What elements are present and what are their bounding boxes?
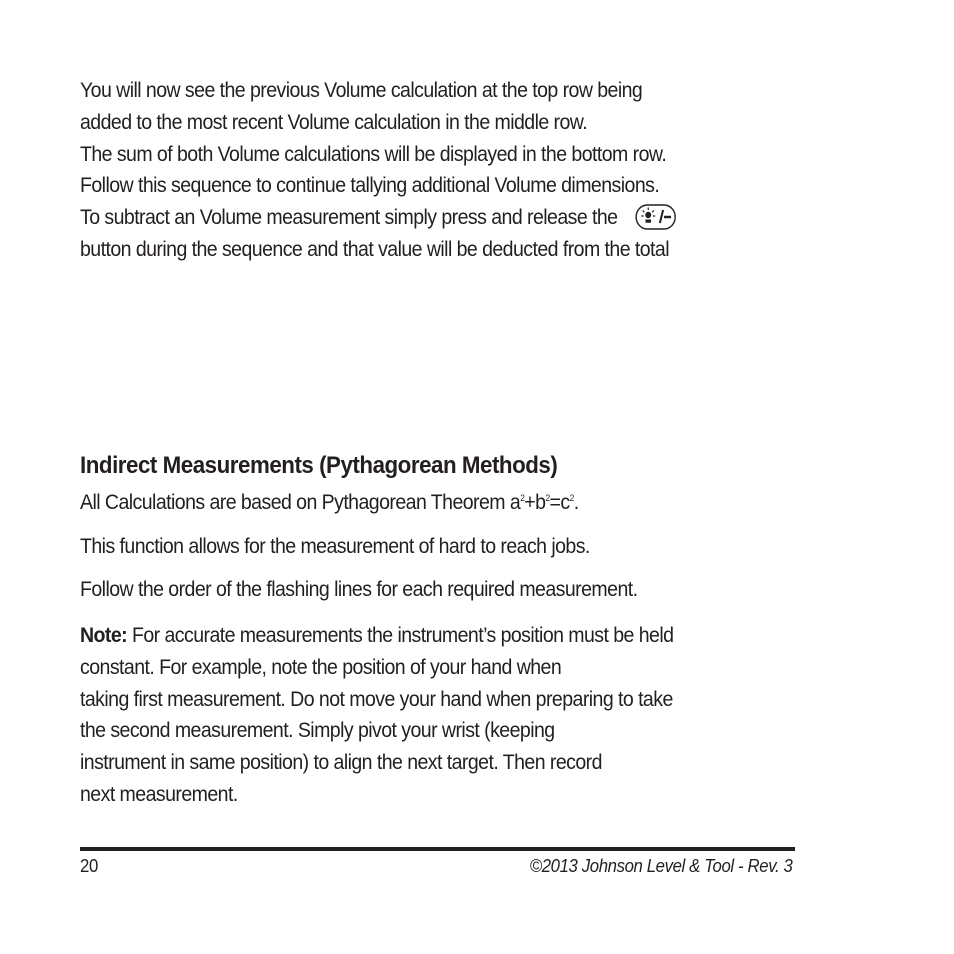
function-description: This function allows for the measurement of hard to reach jobs. [80, 535, 590, 558]
text-line: instrument in same position) to align the next target. Then record [80, 751, 602, 775]
text-line: You will now see the previous Volume calculation at the top row being [80, 79, 643, 102]
superscript: 2 [545, 493, 550, 503]
theorem-prefix: All Calculations are based on Pythagorean Theorem a [80, 491, 521, 514]
text-line: the second measurement. Simply pivot your wrist (keeping [80, 719, 555, 743]
illumination-minus-button-icon [635, 204, 676, 230]
text-line: Follow this sequence to continue tallying additional Volume dimensions. [80, 174, 660, 198]
text-line-with-button [80, 202, 750, 234]
text-line: For accurate measurements the instrument’s position must be held [127, 624, 674, 647]
section-heading: Indirect Measurements (Pythagorean Methods) [80, 452, 558, 479]
footer-rule [80, 847, 795, 851]
text-line: The sum of both Volume calculations will be displayed in the bottom row. [80, 142, 667, 166]
volume-instructions [80, 75, 750, 266]
theorem-text [80, 491, 579, 515]
note-paragraph [80, 620, 750, 811]
text-line: next measurement. [80, 782, 238, 806]
text-line: To subtract an Volume measurement simply press and release the [80, 206, 618, 230]
order-instruction: Follow the order of the flashing lines for each required measurement. [80, 578, 638, 601]
text-line: button during the sequence and that value will be deducted from the total [80, 237, 669, 261]
text-line: taking first measurement. Do not move your hand when preparing to take [80, 687, 673, 711]
theorem-part: =c [549, 491, 570, 514]
copyright-notice: ©2013 Johnson Level & Tool - Rev. 3 [529, 856, 792, 876]
text-line: constant. For example, note the position of your hand when [80, 655, 562, 679]
theorem-end: . [573, 491, 579, 514]
note-first-line [80, 620, 750, 652]
superscript: 2 [569, 493, 574, 503]
text-line: added to the most recent Volume calculation in the middle row. [80, 110, 588, 134]
superscript: 2 [520, 493, 525, 503]
theorem-part: +b [524, 491, 546, 514]
note-label: Note: [80, 624, 128, 647]
page-number: 20 [80, 856, 98, 876]
